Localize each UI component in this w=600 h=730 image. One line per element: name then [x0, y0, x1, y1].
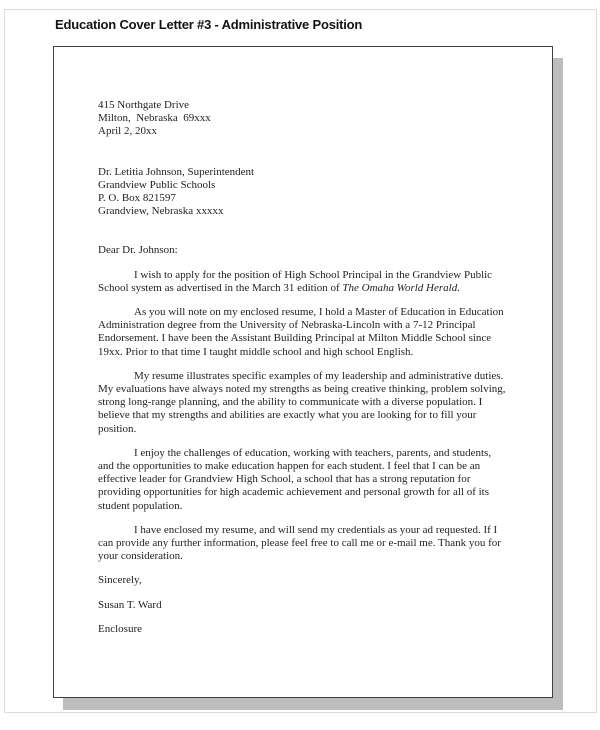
letter-date: April 2, 20xx: [98, 125, 157, 138]
body-paragraph-5: I have enclosed my resume, and will send my credentials as your ad requested. If I can provide any further information, please feel free to call me or e-mail me. Thank you for your consideration.: [98, 523, 501, 563]
signature-name: Susan T. Ward: [98, 598, 162, 611]
recipient-pobox-line: P. O. Box 821597: [98, 192, 176, 205]
letter-page: [53, 46, 553, 698]
enclosure-note: Enclosure: [98, 622, 142, 635]
paragraph-1-text: I wish to apply for the position of High School Principal in the Grandview Public School system as advertised in the March 31 edition of: [98, 268, 493, 294]
body-paragraph-4: I enjoy the challenges of education, working with teachers, parents, and students, and the opportunities to make education happen for each student. I feel that I can be an effective leader for Grandview High School, a school that has a strong reputation for providing opportunities for high academic achievement and personal growth for all of its student population.: [98, 446, 492, 512]
body-paragraph-3: My resume illustrates specific examples of my leadership and administrative duties. My evaluations have always noted my strengths as being creative thinking, problem solving, strong long-range planning, and the ability to communicate with a diverse population. I believe that my strengths and abilities are exactly what you are looking for to fill your position.: [98, 369, 506, 435]
sender-address-line: Milton, Nebraska 69xxx: [98, 112, 211, 125]
newspaper-title: The Omaha World Herald.: [342, 281, 460, 294]
sender-address-line: 415 Northgate Drive: [98, 99, 190, 111]
body-paragraph-2: As you will note on my enclosed resume, I hold a Master of Education in Education Administration degree from the University of Nebraska-Lincoln with a 7-12 Principal Endorsement. I have been the Assistant Building Principal at Milton Middle School since 19xx. Prior to that time I taught middle school and high school English.: [98, 306, 504, 358]
sender-address-block: [98, 99, 509, 139]
recipient-name-line: Dr. Letitia Johnson, Superintendent: [98, 165, 255, 178]
body-paragraph-1: [98, 269, 509, 295]
recipient-city-line: Grandview, Nebraska xxxxx: [98, 205, 224, 218]
recipient-address-block: [98, 166, 509, 219]
salutation: Dear Dr. Johnson:: [98, 244, 178, 257]
closing: Sincerely,: [98, 574, 142, 587]
recipient-org-line: Grandview Public Schools: [98, 178, 216, 191]
page-title: Education Cover Letter #3 - Administrative Position: [55, 17, 363, 32]
